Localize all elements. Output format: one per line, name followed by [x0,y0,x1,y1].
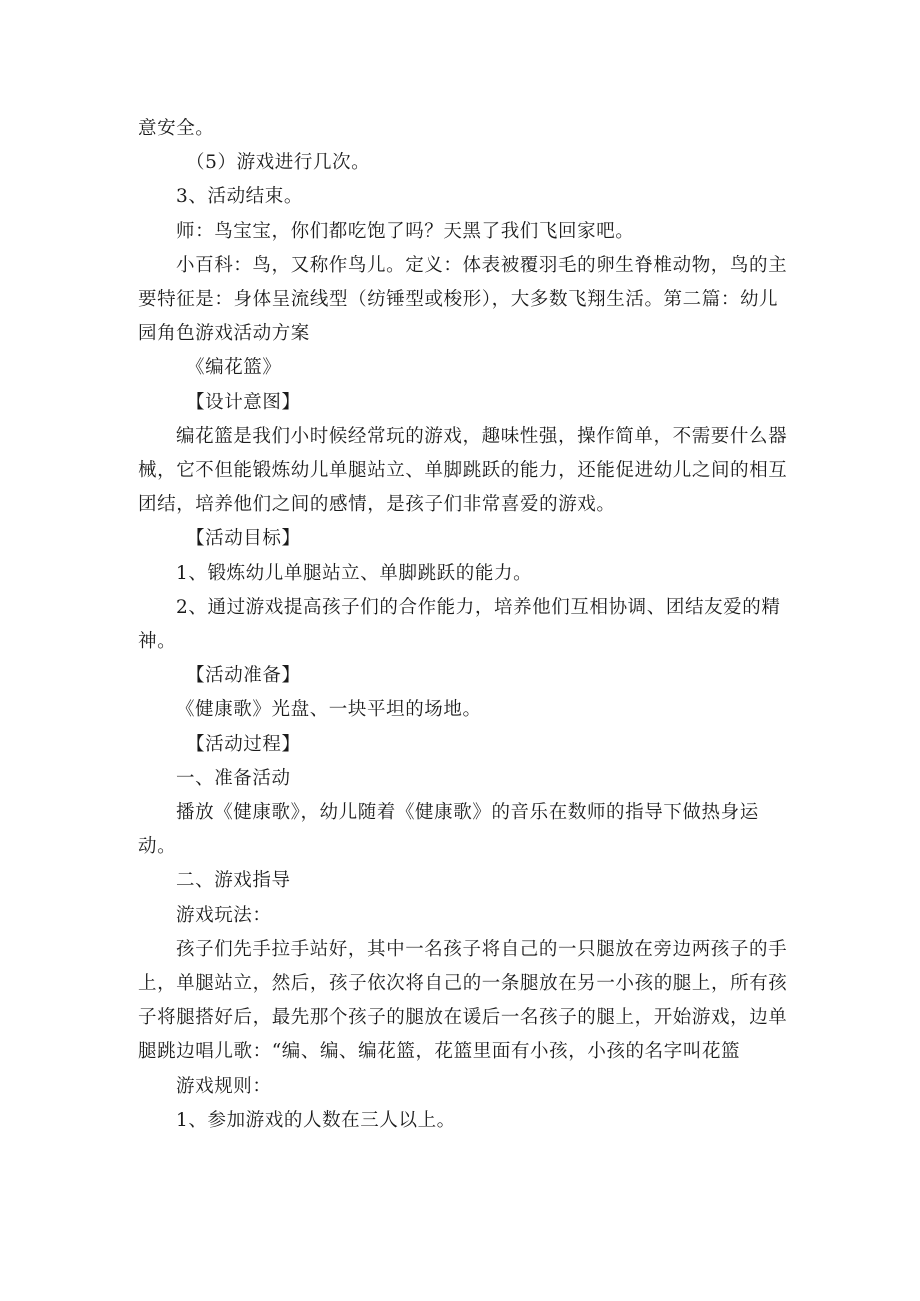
paragraph-activity-end: 3、活动结束。 [176,186,303,208]
heading-design-intent: 【设计意图】 [186,391,301,413]
heading-game-guidance: 二、游戏指导 [176,870,291,892]
heading-activity-preparation: 【活动准备】 [186,665,301,687]
paragraph-continuation: 意安全。 [138,118,215,139]
heading-how-to-play: 游戏玩法： [176,904,272,926]
paragraph-design-intent: 编花篮是我们小时候经常玩的游戏，趣味性强，操作简单，不需要什么器械，它不但能锻炼幼儿单腿站立、单脚跳跃的能力，还能促进幼儿之间的相互团结，培养他们之间的感情，是孩子们非常喜爱的游戏。 [138,425,788,516]
heading-activity-goals: 【活动目标】 [186,528,301,550]
paragraph-goal-2: 2、通过游戏提高孩子们的合作能力，培养他们互相协调、团结友爱的精神。 [138,596,781,653]
document-body [138,112,788,1138]
paragraph-how-to-play: 孩子们先手拉手站好，其中一名孩子将自己的一只腿放在旁边两孩子的手上，单腿站立，然后，孩子依次将自己的一条腿放在另一小孩的腿上，所有孩子将腿搭好后，最先那个孩子的腿放在谖后一名孩子的腿上，开始游戏，边单腿跳边唱儿歌：“编、编、编花篮，花篮里面有小孩，小孩的名字叫花篮 [138,938,788,1063]
paragraph-goal-1: 1、锻炼幼儿单腿站立、单脚跳跃的能力。 [176,562,533,584]
heading-warmup: 一、准备活动 [176,767,291,789]
paragraph-preparation: 《健康歌》光盘、一块平坦的场地。 [176,699,482,721]
heading-activity-process: 【活动过程】 [186,733,301,755]
paragraph-encyclopedia: 小百科：鸟，又称作鸟儿。定义：体表被覆羽毛的卵生脊椎动物，鸟的主要特征是：身体呈流线型（纺锤型或梭形），大多数飞翔生活。第二篇：幼儿园角色游戏活动方案 [138,254,788,345]
paragraph-step-5: （5）游戏进行几次。 [186,152,371,174]
paragraph-game-title: 《编花篮》 [186,357,282,379]
heading-game-rules: 游戏规则： [176,1075,272,1097]
paragraph-rule-1: 1、参加游戏的人数在三人以上。 [176,1109,456,1131]
paragraph-warmup: 播放《健康歌》，幼儿随着《健康歌》的音乐在数师的指导下做热身运动。 [138,802,759,858]
paragraph-teacher-line: 师：鸟宝宝，你们都吃饱了吗？天黑了我们飞回家吧。 [176,220,635,242]
